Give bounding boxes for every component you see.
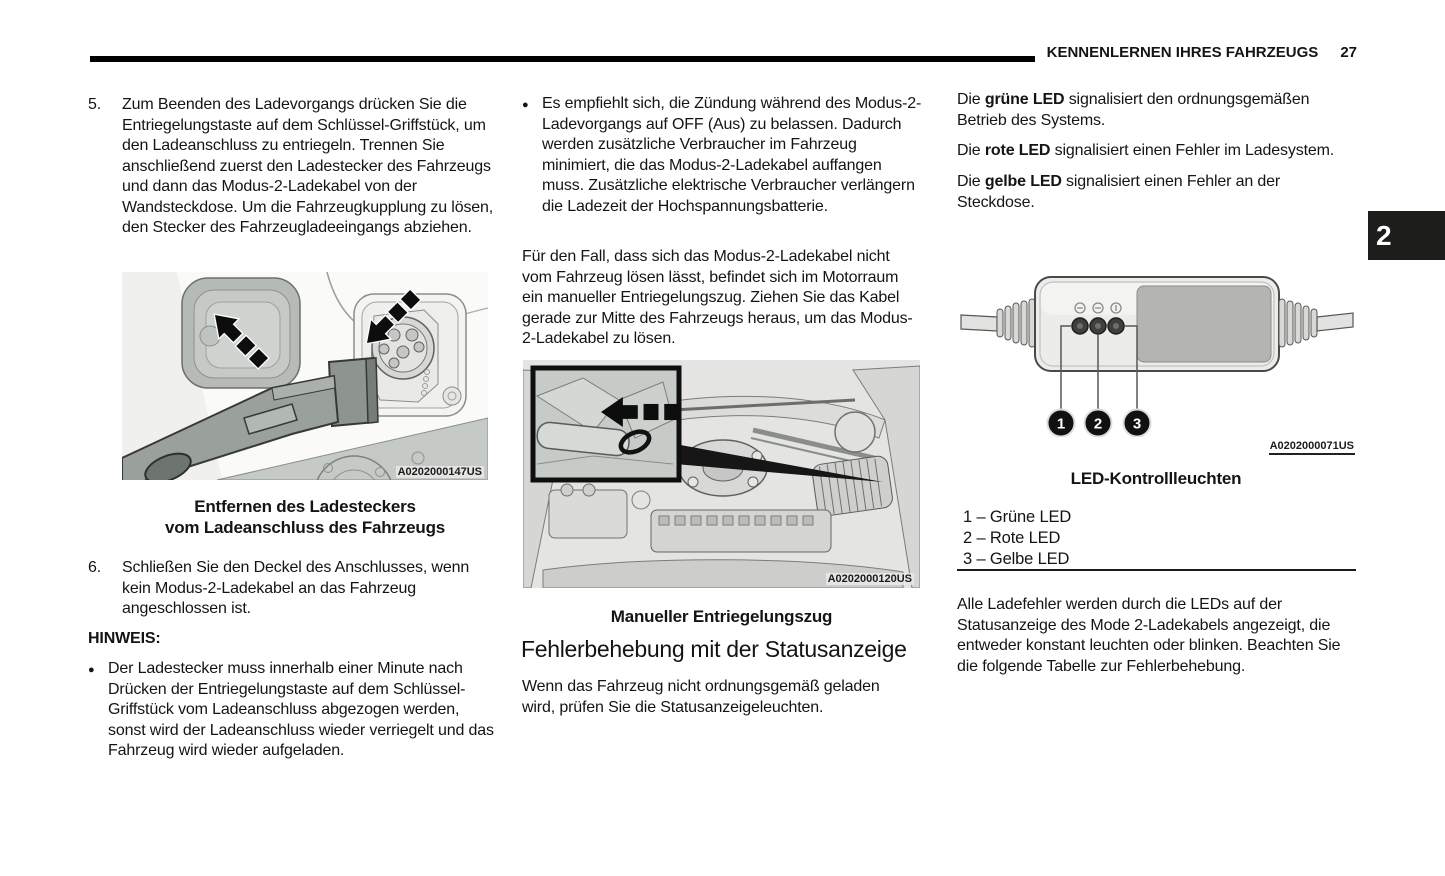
legend-item: 1 – Grüne LED: [963, 508, 1072, 526]
callout-3-badge: 3: [1132, 415, 1142, 433]
list-item-6: [88, 558, 494, 620]
status-paragraph: Wenn das Fahrzeug nicht ordnungsgemäß geladen wird, prüfen Sie die Statusanzeigeleuchten.: [522, 678, 880, 716]
figure-caption: Entfernen des Ladesteckers vom Ladeanschluss des Fahrzeugs: [164, 497, 446, 537]
bullet-text: Der Ladestecker muss innerhalb einer Minute nach Drücken der Entriegelungstaste auf dem Schlüssel-Griffstück vom Ladeanschluss abgezogen werden, sonst wird der Ladeanschluss wieder verriegelt und das Fahrzeug wird wieder aufgeladen.: [108, 660, 494, 759]
figure-charge-port: [122, 272, 488, 480]
section-heading: Fehlerbehebung mit der Statusanzeige: [521, 636, 907, 662]
figure-code: A0202000147US: [397, 466, 482, 478]
bullet-text: Es empfiehlt sich, die Zündung während des Modus-2-Ladevorgangs auf OFF (Aus) zu belassen. Dadurch werden zusätzliche Verbraucher im Fahrzeug minimiert, die das Modus-2-Ladekabel auffangen muss. Zusätzliche elektrische Verbraucher verlängern die Ladezeit der Hochspannungsbatterie.: [542, 95, 922, 215]
divider-rule: [957, 569, 1356, 571]
figure-code: A0202000120US: [827, 573, 912, 585]
list-item-5: [88, 95, 494, 239]
callout-badges: [1048, 410, 1151, 437]
chapter-tab-label: 2: [1376, 219, 1392, 251]
figure-caption: Manueller Entriegelungszug: [610, 607, 833, 626]
led-errors-paragraph: Alle Ladefehler werden durch die LEDs auf der Statusanzeige des Mode 2-Ladekabels angezeigt, die entweder konstant leuchten oder blinken. Beachten Sie die folgende Tabelle zur Fehlerbehebung.: [957, 596, 1341, 675]
release-paragraph: Für den Fall, dass sich das Modus-2-Ladekabel nicht vom Fahrzeug lösen lässt, befindet sich im Motorraum ein manueller Entriegelungszug. Ziehen Sie das Kabel gerade zur Mitte des Fahrzeugs heraus, um das Modus-2-Ladekabel zu lösen.: [522, 248, 913, 347]
ignition-bullet: [522, 94, 924, 217]
strain-relief-left: [997, 299, 1035, 347]
led-legend: [963, 507, 1355, 570]
legend-item: 2 – Rote LED: [963, 529, 1061, 547]
bullet-icon: ●: [522, 99, 529, 111]
figure-evse: [957, 265, 1355, 455]
red-led-paragraph: Die rote LED signalisiert einen Fehler im Ladesystem.: [957, 142, 1335, 159]
strain-relief-right: [1279, 299, 1317, 347]
note-label: HINWEIS:: [88, 630, 161, 647]
evse-illustration: [957, 265, 1355, 437]
header-title: KENNENLERNEN IHRES FAHRZEUGS: [1046, 44, 1319, 61]
figure-code: A0202000071US: [1269, 440, 1355, 455]
item-number: 5.: [88, 96, 102, 113]
item-number: 6.: [88, 559, 102, 576]
item-text: Schließen Sie den Deckel des Anschlusses, wenn kein Modus-2-Ladekabel an das Fahrzeug angeschlossen ist.: [122, 559, 470, 617]
evse-label-area: [1137, 286, 1271, 362]
chapter-tab: [1368, 211, 1445, 260]
bullet-icon: ●: [88, 664, 95, 676]
led-indicators: [1072, 318, 1124, 334]
item-text: Zum Beenden des Ladevorgangs drücken Sie die Entriegelungstaste auf dem Schlüssel-Griffstück, um den Ladeanschluss zu entriegeln. Trennen Sie anschließend zuerst den Ladestecker des Fahrzeugs und dann das Modus-2-Ladekabel von der Wandsteckdose. Um die Fahrzeugkupplung zu lösen, den Stecker des Fahrzeugladeeingangs abziehen.: [122, 96, 494, 236]
page-number: 27: [1340, 44, 1357, 61]
figure-caption: LED-Kontrollleuchten: [1070, 469, 1242, 488]
page-header: [1045, 44, 1357, 61]
yellow-led-paragraph: Die gelbe LED signalisiert einen Fehler an der Steckdose.: [957, 173, 1281, 211]
callout-1-badge: 1: [1056, 415, 1066, 433]
engine-bay-illustration: [523, 360, 920, 588]
header-rule: [90, 56, 1035, 62]
charge-port-illustration: [122, 272, 488, 480]
air-intake: [811, 455, 893, 517]
callout-2-badge: 2: [1093, 415, 1103, 433]
legend-item: 3 – Gelbe LED: [963, 550, 1070, 568]
inset-box: [533, 368, 679, 480]
note-bullet: [88, 659, 494, 762]
green-led-paragraph: Die grüne LED signalisiert den ordnungsgemäßen Betrieb des Systems.: [957, 91, 1310, 129]
figure-engine-bay: [523, 360, 920, 588]
